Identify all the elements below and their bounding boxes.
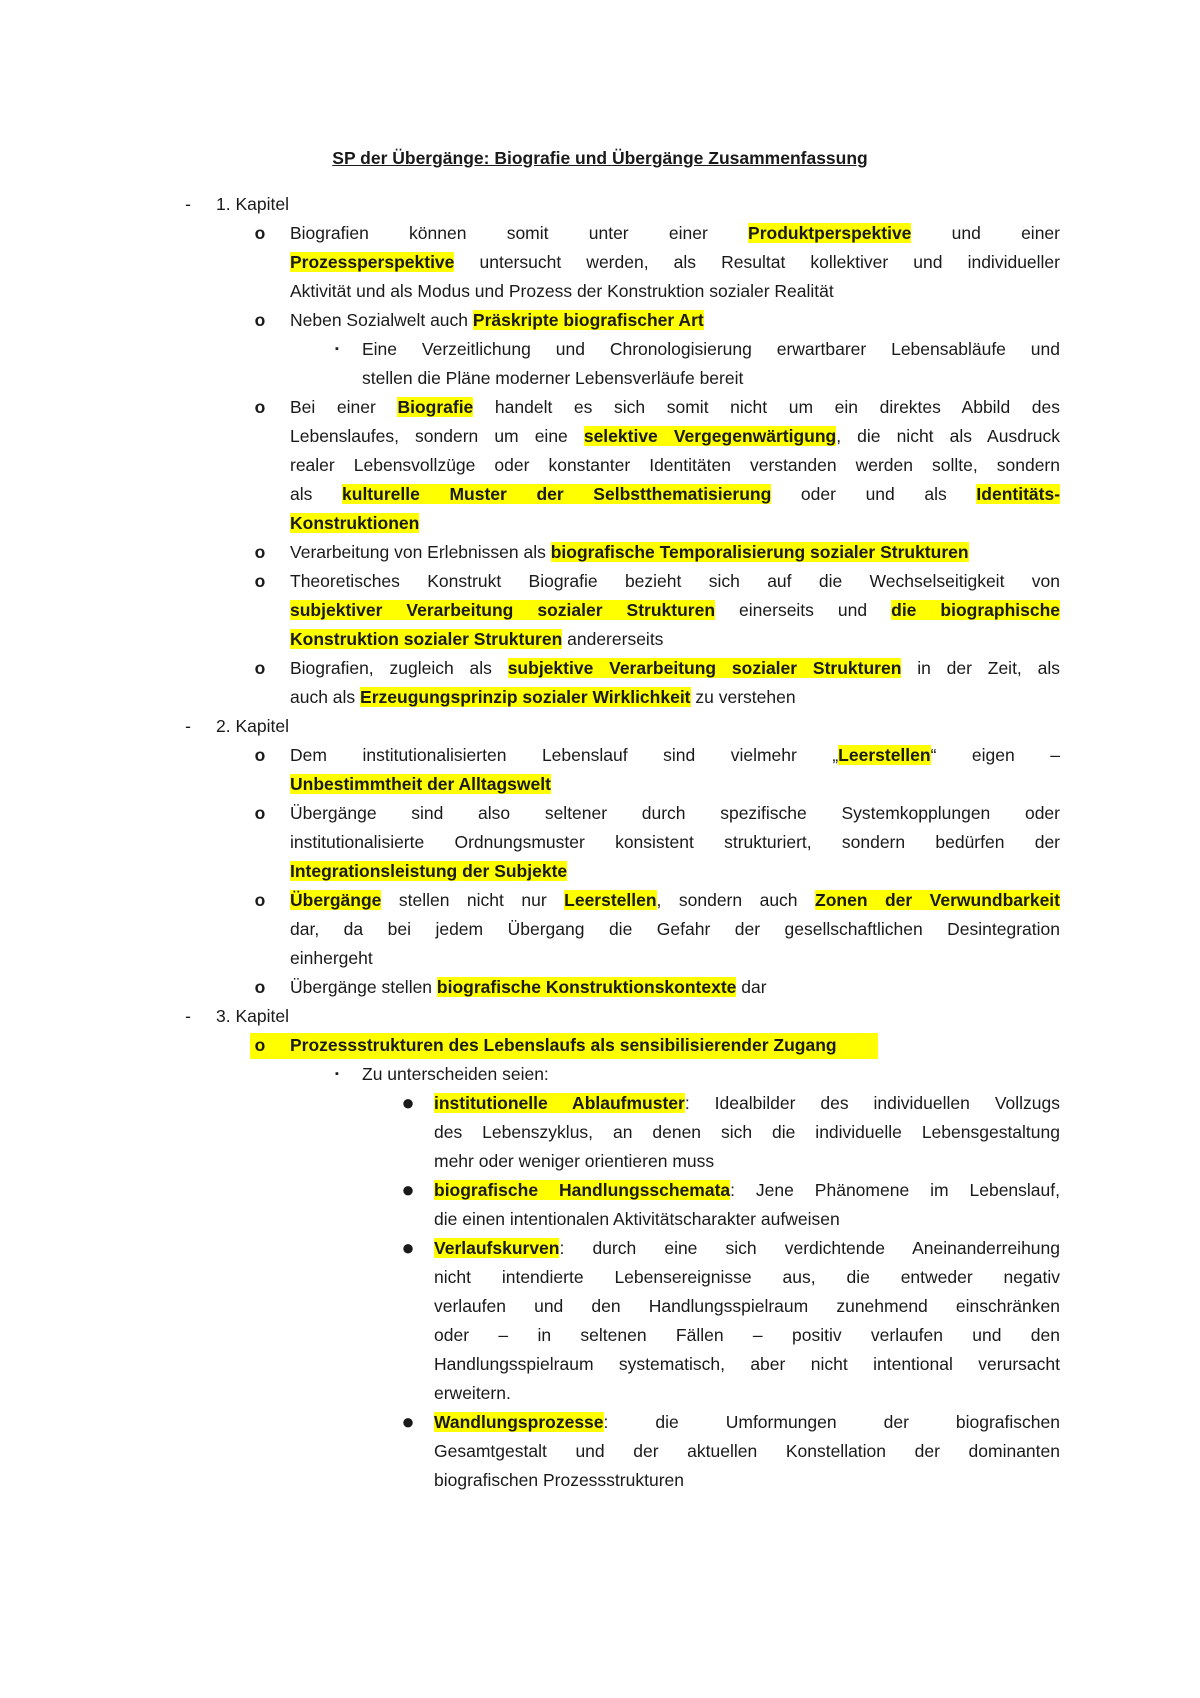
circle-bullet: o [254,571,266,591]
dash-bullet: - [185,1006,191,1026]
dot-bullet: ● [401,1409,415,1434]
circle-bullet: o [254,310,266,330]
document-title: SP der Übergänge: Biografie und Übergänge Zusammenfassung [332,148,868,168]
chapter-heading: 1. Kapitel [216,194,289,214]
square-bullet: ▪ [335,343,339,355]
circle-bullet: o [254,745,266,765]
circle-bullet: o [254,1035,266,1055]
circle-bullet: o [254,803,266,823]
chapter-heading: 2. Kapitel [216,716,289,736]
chapter-heading: 3. Kapitel [216,1006,289,1026]
list-item: Prozessstrukturen des Lebenslaufs als sensibilisierender Zugang [290,1035,837,1055]
square-bullet: ▪ [335,1068,339,1080]
circle-bullet: o [254,542,266,562]
circle-bullet: o [254,223,266,243]
dot-bullet: ● [401,1235,415,1260]
dot-bullet: ● [401,1177,415,1202]
dot-bullet: ● [401,1090,415,1115]
circle-bullet: o [254,977,266,997]
circle-bullet: o [254,890,266,910]
document-page: SP der Übergänge: Biografie und Übergänge Zusammenfassung - 1. Kapitel o Biografien können somit unter einer Produktperspektive und einer Prozessperspektive untersucht werden, als Resultat kollektiver und individueller Aktivität und als Modus und Prozess der Konstruktion sozialer Realität o Neben Sozialwelt auch Präskripte biografischer Art ▪ Eine Verzeitlichung und Chronologisierung erwartbarer Lebensabläufe und stellen die Pläne moderner Lebensverläufe bereit o Bei einer Biografie handelt es sich somit nicht um ein direktes Abbild des Lebenslaufes, sondern um eine selektive Vergegenwärtigung, die nicht als Ausdruck realer Lebensvollzüge oder konstanter Identitäten verstanden werden sollte, sondern als kulturelle Muster der Selbstthematisierung oder und als Identitäts- Konstruktionen o Verarbeitung von Erlebnissen als biografische Temporalisierung sozialer Strukturen o Theoretisches Konstrukt Biografie bezieht sich auf die Wechselseitigkeit von subjektiver Verarbeitung sozialer Strukturen einerseits und die biographische Konstruktion sozialer Strukturen andererseits o Biografien, zugleich als subjektive Verarbeitung sozialer Strukturen in der Zeit, als auch als Erzeugungsprinzip sozialer Wirklichkeit zu verstehen - 2. Kapitel o Dem institutionalisierten Lebenslauf sind vielmehr „Leerstellen“ eigen – Unbestimmtheit der Alltagswelt o Übergänge sind also seltener durch spezifische Systemkopplungen oder institutionalisierte Ordnungsmuster konsistent strukturiert, sondern bedürfen der Integrationsleistung der Subjekte o Übergänge stellen nicht nur Leerstellen, sondern auch Zonen der Verwundbarkeit dar, da bei jedem Übergang die Gefahr der gesellschaftlichen Desintegration einhergeht o Übergänge stellen biografische Konstruktionskontexte dar - 3. Kapitel o Prozessstrukturen des Lebenslaufs als sensibilisierender Zugang ▪ Zu unterscheiden seien: ● institutionelle Ablaufmuster: Idealbilder des individuellen Vollzugs des Lebenszyklus, an denen sich die individuelle Lebensgestaltung mehr oder weniger orientieren muss ● biografische Handlungsschemata: Jene Phänomene im Lebenslauf, die einen intentionalen Aktivitätscharakter aufweisen ● Verlaufskurven: durch eine sich verdichtende Aneinanderreihung nicht intendierte Lebensereignisse aus, die entweder negativ verlaufen und den Handlungsspielraum zunehmend einschränken oder – in seltenen Fällen – positiv verlaufen und den Handlungsspielraum systematisch, aber nicht intentional verursacht erweitern. ● Wandlungsprozesse: die Umformungen der biografischen Gesamtgestalt und der aktuellen Konstellation der dominanten biografischen Prozessstrukturen [0,0,1200,1698]
dash-bullet: - [185,194,191,214]
circle-bullet: o [254,658,266,678]
sub-item: Zu unterscheiden seien: [362,1064,549,1084]
dash-bullet: - [185,716,191,736]
circle-bullet: o [254,397,266,417]
